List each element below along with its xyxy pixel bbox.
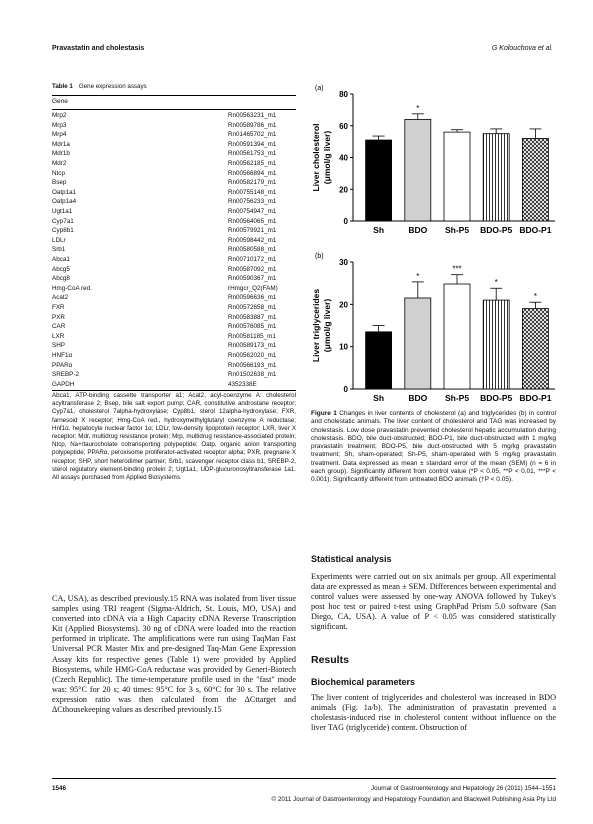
gene-name: SREBP-2 [52, 371, 79, 379]
gene-name: Cyp8b1 [52, 227, 74, 235]
assay-id: Rn00572658_m1 [228, 304, 277, 311]
assay-id: Rn00576085_m1 [228, 323, 277, 331]
table-row [52, 179, 292, 188]
assay-id: Rn00590367_m1 [228, 275, 277, 283]
figure-caption [311, 410, 556, 485]
footer-rule [52, 778, 556, 779]
bar [483, 300, 509, 389]
y-tick-label: 20 [339, 185, 348, 195]
figure-label: Figure 1 [311, 410, 337, 417]
assay-id: Rn00583887_m1 [228, 313, 277, 321]
table-row [52, 150, 292, 159]
significance-label: * [416, 103, 420, 113]
assay-id: Rn00580588_m1 [228, 246, 277, 254]
y-tick-label: 40 [339, 153, 348, 163]
table-row [52, 218, 292, 227]
significance-label: * [533, 292, 537, 302]
assay-id: Rn00754947_m1 [228, 208, 277, 215]
x-tick-label: Sh [373, 225, 385, 235]
assay-id: Rn00756233_m1 [228, 198, 277, 206]
table-row [52, 131, 292, 140]
table-row [52, 189, 292, 198]
table-row [52, 314, 292, 323]
methods-paragraph: CA, USA), as described previously.15 RNA was isolated from liver tissue samples using TRI reagent (Sigma-Aldrich, St. Louis, MO, USA) and converted into cDNA via a High Capacity cDNA Reverse Transcription Kit (Applied Biosystems). 30 ng of cDNA were loaded into the reaction performed in triplicate. The amplifications were run using TaqMan Fast Universal PCR Master Mix and pre-designed Taq-Man Gene Expression Assay kits for respective genes (Table 1) were provided by Applied Biosystems, while HMG-CoA reductase was provided by Generi-Biotech (Czech Republic). The time-temperature profile used in the "fast" mode was: 95°C for 20 s; 40 times: 95°C for 3 s, 60°C for 30 s. The relative expression ratio was then calculated from the ΔCttarget and ΔCthousekeeping values as described previously.15 [52, 594, 296, 715]
assay-id: Rn00710172_m1 [228, 256, 277, 263]
gene-name: PXR [52, 313, 65, 321]
bar [483, 134, 509, 221]
gene-name: Abcg5 [52, 265, 70, 273]
assay-id: Rn00589173_m1 [228, 342, 277, 350]
gene-name: Mdr1b [52, 150, 70, 158]
table-header-rule [52, 109, 296, 110]
journal-citation: Journal of Gastroenterology and Hepatology 26 (2011) 1544–1551 [370, 785, 556, 792]
table-row [52, 112, 292, 121]
gene-name: FXR [52, 304, 65, 311]
table-row [52, 208, 292, 217]
assay-id: Rn00755148_m1 [228, 188, 277, 196]
x-tick-label: BDO [408, 393, 428, 403]
gene-name: Ugt1a1 [52, 208, 73, 215]
bar [444, 284, 470, 389]
assay-id: Rn00587092_m1 [228, 265, 277, 273]
gene-name: Hmg-CoA red. [52, 284, 92, 292]
gene-name: PPARα [52, 361, 73, 369]
gene-name: CAR [52, 323, 66, 331]
assay-id: rHmgcr_Q2(FAM) [228, 284, 278, 292]
x-tick-label: Sh-P5 [444, 393, 470, 403]
table-label: Table 1 [52, 83, 73, 90]
gene-name: Mdr2 [52, 160, 67, 167]
table-row [52, 352, 292, 361]
table-row [52, 275, 292, 284]
x-tick-label: BDO-P1 [519, 393, 552, 403]
assay-id: Rn00579921_m1 [228, 227, 277, 235]
results-paragraph: The liver content of triglycerides and cholesterol was increased in BDO animals (Fig. 1a/b). The administration of pravastatin prevented a cholestasis-induced rise in cholesterol content without influence on the liver TAG (triglyceride) content. Obstruction of [311, 693, 556, 733]
figure-1 [305, 78, 560, 408]
gene-name: Mrp3 [52, 121, 67, 129]
assay-id: Rn00564065_m1 [228, 217, 277, 225]
significance-label: *** [452, 264, 462, 274]
table-column-header: Gene [52, 98, 68, 105]
assay-id: Rn00596636_m1 [228, 294, 277, 302]
bar [522, 309, 548, 389]
table-bottom-rule [52, 390, 296, 391]
table-title: Gene expression assays [78, 83, 147, 90]
gene-name: Oatp1a1 [52, 188, 77, 196]
y-tick-label: 20 [339, 300, 348, 310]
figure-caption-text: Changes in liver contents of cholesterol (a) and triglycerides (b) in control and cholestatic animals. The liver content of cholesterol and TAG was increased by cholestasis. Low dose pravastatin prevented cholesterol hepatic accumulation during cholestasis. BDO, bile duct-obstructed; BDO-P1, bile duct-obstructed with 1 mg/kg pravastatin treatment; BDO-P5, bile duct-obstructed with 5 mg/kg pravastatin treatment; Sh, sham-operated; Sh-P5, sham-operated with 5 mg/kg pravastatin treatment. Data expressed as mean ± standard error of the mean (SEM) (n = 6 in each group). Significantly different from control value (*P < 0.05, **P < 0.01, ***P < 0.001). Significantly different from untreated BDO animals (†P < 0.05). [311, 410, 556, 484]
gene-name: Srb1 [52, 246, 66, 254]
table-row [52, 198, 292, 207]
bar [405, 298, 431, 389]
bar [444, 132, 470, 221]
copyright: © 2011 Journal of Gastroenterology and Hepatology Foundation and Blackwell Publishing Asia Pty Ltd [271, 796, 556, 803]
table-footnote: Abca1, ATP-binding cassette transporter a1; Acat2, acyl-coenzyme A: cholesterol acyltransferase 2; Bsep, bile salt export pump; CAR, constitutive androstane receptor; Cyp7a1, cholesterol 7alpha-hydroxylase; Cyp8b1, sterol 12alpha-hydroxylase; FXR, farnesoid X receptor; Hmg-CoA red., hydroxymethylglutaryl coenzyme A reductase; Hnf1α, hepatocyte nuclear factor 1α; LDLr, low-density lipoprotein receptor; LXR, liver X receptor; Mdr, multidrug resistance protein; Mrp, multidrug resistance-associated protein; Ntcp, Na+/taurocholate cotransporting polypeptide; Oatp, organic anion transporting polypeptide; PPARα, peroxisome proliferator-activated receptor alpha; PXR, pregnane X receptor; SHP, short heterodimer partner; Srb1, scavenger receptor class b1; SREBP-2, sterol regulatory element-binding protein 2; Ugt1a1, UDP-glucuronosyltransferase 1a1. All assays purchased from Applied Biosystems. [52, 392, 296, 482]
assay-id: Rn00563231_m1 [228, 112, 277, 119]
y-axis-label: Liver cholesterol [311, 123, 321, 192]
gene-name: Mdr1a [52, 140, 70, 148]
gene-name: GAPDH [52, 380, 75, 388]
bar [366, 140, 392, 221]
y-tick-label: 0 [343, 217, 348, 226]
significance-label: * [416, 271, 420, 281]
gene-name: Bsep [52, 179, 67, 187]
assay-id: Rn00598442_m1 [228, 236, 277, 244]
gene-name: Oatp1a4 [52, 198, 77, 206]
x-tick-label: BDO-P1 [519, 225, 552, 235]
table-row [52, 294, 292, 303]
bar [366, 332, 392, 389]
y-tick-label: 30 [339, 258, 348, 267]
table-row [52, 141, 292, 150]
stats-paragraph: Experiments were carried out on six animals per group. All experimental data are expressed as mean ± SEM. Differences between experimental and control values were assessed by one-way ANOVA followed by Tukey's post hoc test or paired t-test using GraphPad Prism 5.0 software (San Diego, CA, USA). A value of P < 0.05 was considered statistically significant. [311, 572, 556, 632]
significance-label: * [494, 278, 498, 288]
gene-name: SHP [52, 342, 65, 350]
table-row [52, 323, 292, 332]
assay-id: Rn00566193_m1 [228, 361, 277, 369]
assay-id: Rn00582179_m1 [228, 179, 277, 187]
table-row [52, 256, 292, 265]
gene-name: Abcg8 [52, 275, 70, 283]
table-row [52, 246, 292, 255]
assay-id: Rn00562020_m1 [228, 352, 277, 359]
running-head-left: Pravastatin and cholestasis [52, 45, 145, 52]
table-row [52, 227, 292, 236]
assay-id: 4352338E [228, 380, 257, 388]
assay-id: Rn00566894_m1 [228, 169, 277, 177]
gene-name: Mrp4 [52, 131, 67, 139]
gene-name: Cyp7a1 [52, 217, 74, 225]
table-row [52, 342, 292, 351]
y-axis-label: Liver triglycerides [311, 288, 321, 363]
gene-name: HNF1α [52, 352, 73, 359]
y-axis-unit: (μmol/g liver) [322, 298, 332, 353]
table-row [52, 237, 292, 246]
assay-id: Rn00561753_m1 [228, 150, 277, 158]
table-row [52, 160, 292, 169]
gene-name: LDLr [52, 236, 66, 244]
gene-name: LXR [52, 332, 65, 340]
assay-id: Rn01465702_m1 [228, 131, 277, 139]
gene-name: Ntcp [52, 169, 65, 177]
panel-label: (a) [315, 85, 324, 92]
chart-a [311, 85, 555, 235]
results-heading: Results [311, 654, 349, 666]
x-tick-label: BDO [408, 225, 428, 235]
x-tick-label: Sh-P5 [444, 225, 470, 235]
panel-label: (b) [315, 253, 324, 260]
assay-id: Rn00562185_m1 [228, 160, 277, 167]
bar [405, 119, 431, 221]
y-tick-label: 80 [339, 90, 348, 99]
table-row [52, 371, 292, 380]
assay-id: Rn00591394_m1 [228, 140, 277, 148]
table-row [52, 285, 292, 294]
gene-name: Acat2 [52, 294, 69, 302]
table-row [52, 304, 292, 313]
table-row [52, 170, 292, 179]
assay-id: Rn00581185_m1 [228, 332, 276, 340]
results-subheading: Biochemical parameters [311, 677, 416, 687]
gene-name: Abca1 [52, 256, 70, 263]
y-axis-unit: (μmol/g liver) [322, 130, 332, 185]
y-tick-label: 10 [339, 342, 348, 352]
table-top-rule [52, 95, 296, 96]
y-tick-label: 60 [339, 121, 348, 131]
page-number: 1546 [52, 785, 67, 792]
table-caption [52, 83, 147, 90]
table-row [52, 333, 292, 342]
assay-id: Rn00589786_m1 [228, 121, 277, 129]
table-row [52, 381, 292, 390]
table-row [52, 266, 292, 275]
running-head-right: G Kolouchova et al. [491, 45, 553, 52]
gene-name: Mrp2 [52, 112, 67, 119]
table-row [52, 362, 292, 371]
x-tick-label: BDO-P5 [480, 393, 513, 403]
x-tick-label: Sh [373, 393, 385, 403]
chart-b [311, 253, 555, 403]
table-row [52, 122, 292, 131]
y-tick-label: 0 [343, 385, 348, 394]
assay-id: Rn01502638_m1 [228, 371, 277, 379]
x-tick-label: BDO-P5 [480, 225, 513, 235]
stats-heading: Statistical analysis [311, 554, 392, 564]
bar [522, 138, 548, 221]
